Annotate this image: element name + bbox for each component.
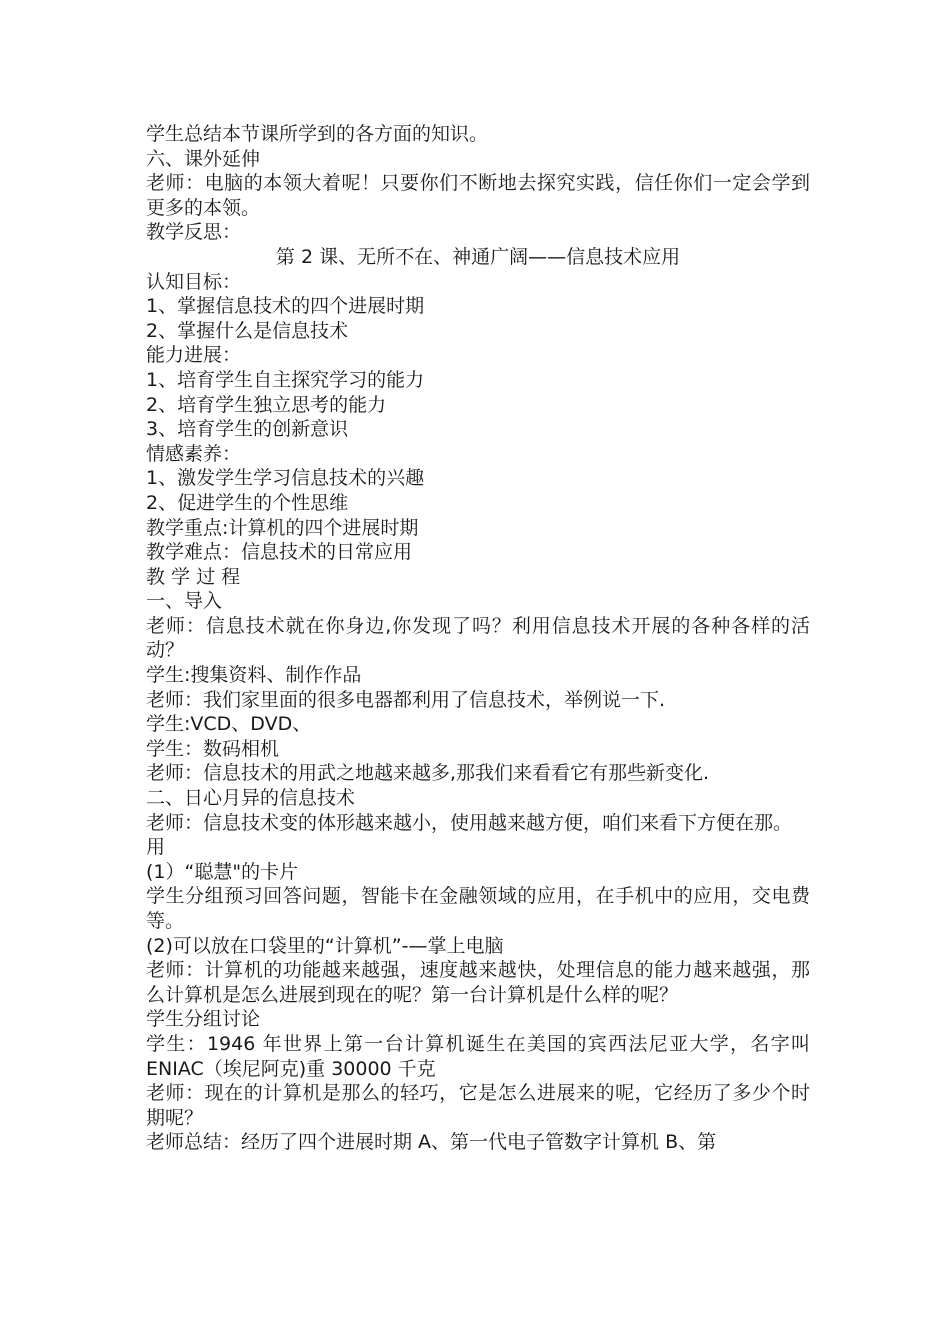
paragraph: (2)可以放在口袋里的“计算机”-—掌上电脑 — [146, 934, 504, 957]
paragraph: 老师：信息技术的用武之地越来越多,那我们来看看它有那些新变化. — [146, 762, 710, 785]
paragraph: 学生:VCD、DVD、 — [146, 713, 312, 736]
section-heading: 教 学 过 程 — [146, 565, 241, 588]
section-heading: 六、课外延伸 — [146, 147, 261, 170]
section-heading: 一、导入 — [146, 590, 223, 613]
lesson-title: 第 2 课、无所不在、神通广阔——信息技术应用 — [275, 245, 681, 268]
paragraph: 老师：信息技术就在你身边,你发现了吗？利用信息技术开展的各种各样的活动？ — [146, 614, 810, 662]
paragraph: 老师：计算机的功能越来越强，速度越来越快，处理信息的能力越来越强，那么计算机是怎么进展到现在的呢？第一台计算机是什么样的呢？ — [146, 959, 810, 1006]
paragraph: 教学重点:计算机的四个进展时期 — [146, 516, 419, 539]
paragraph: 学生：数码相机 — [146, 737, 280, 760]
section-heading: 情感素养： — [146, 442, 242, 465]
paragraph: 老师：现在的计算机是那么的轻巧，它是怎么进展来的呢，它经历了多少个时期呢？ — [146, 1082, 810, 1129]
list-item: 2、培育学生独立思考的能力 — [146, 393, 387, 416]
section-heading: 能力进展： — [146, 344, 242, 367]
paragraph: 学生分组讨论 — [146, 1008, 261, 1031]
paragraph: 用 — [146, 836, 166, 859]
document-body — [146, 122, 810, 1155]
list-item: 1、激发学生学习信息技术的兴趣 — [146, 467, 425, 490]
list-item: 1、掌握信息技术的四个进展时期 — [146, 295, 425, 318]
paragraph: 教学难点：信息技术的日常应用 — [146, 541, 413, 564]
section-heading: 教学反思： — [146, 221, 242, 244]
paragraph: 老师：我们家里面的很多电器都利用了信息技术，举例说一下. — [146, 688, 666, 711]
paragraph: 学生：1946 年世界上第一台计算机诞生在美国的宾西法尼亚大学，名字叫 ENIAC（埃尼阿克)重 30000 千克 — [146, 1032, 810, 1080]
paragraph: 老师：电脑的本领大着呢！只要你们不断地去探究实践，信任你们一定会学到更多的本领。 — [146, 172, 810, 219]
section-heading: 二、日心月异的信息技术 — [146, 787, 356, 810]
section-heading: 认知目标： — [146, 270, 242, 293]
paragraph: 学生分组预习回答问题，智能卡在金融领域的应用，在手机中的应用，交电费等。 — [146, 885, 810, 932]
paragraph: 老师：信息技术变的体形越来越小，使用越来越方便，咱们来看下方便在那。 — [146, 811, 793, 834]
list-item: 3、培育学生的创新意识 — [146, 418, 349, 441]
paragraph: 学生:搜集资料、制作作品 — [146, 664, 362, 687]
list-item: 1、培育学生自主探究学习的能力 — [146, 368, 425, 391]
paragraph: 老师总结：经历了四个进展时期 A、第一代电子管数字计算机 B、第 — [146, 1131, 717, 1154]
paragraph: 学生总结本节课所学到的各方面的知识。 — [146, 123, 489, 145]
paragraph: (1）“聪慧"的卡片 — [146, 860, 299, 883]
list-item: 2、促进学生的个性思维 — [146, 491, 349, 514]
list-item: 2、掌握什么是信息技术 — [146, 319, 349, 342]
